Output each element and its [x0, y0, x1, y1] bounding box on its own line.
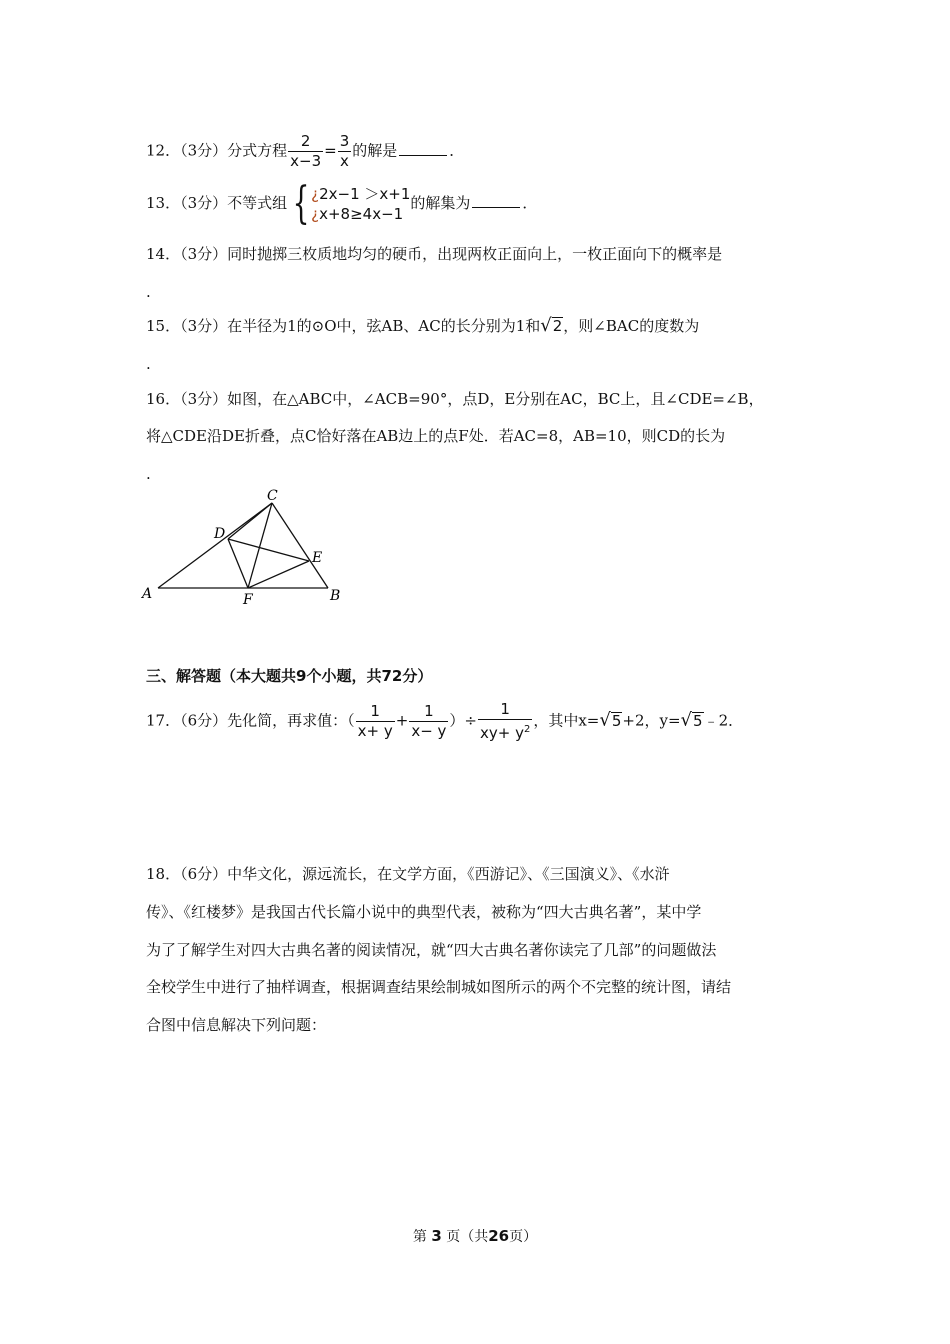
q12-suffix: 的解是 [352, 141, 398, 160]
q13-row-1: 2x−1 ＞x+1 [319, 185, 411, 203]
q13-answer-blank [472, 193, 520, 208]
edge-df [228, 539, 248, 588]
footer-post: 页） [509, 1229, 538, 1245]
q12-num-left: 2 [288, 132, 323, 152]
footer-total-pages: 26 [488, 1227, 510, 1245]
edge-ac [158, 503, 272, 588]
q12-end: ． [449, 141, 465, 160]
q17-after-2: ﹣2． [703, 711, 744, 730]
question-16-line-1: 16．（3分）如图，在△ABC中，∠ACB=90°，点D，E分别在AC，BC上，且∠CDE=∠B， [146, 390, 764, 408]
sqrt-sign: √ [540, 315, 552, 336]
footer-mid: 页（共 [446, 1229, 489, 1245]
q17-radicand-2: 5 [693, 711, 703, 730]
q16-dot: . [146, 465, 151, 483]
edge-fe [248, 561, 309, 588]
footer-page-number: 3 [431, 1227, 442, 1245]
q13-prefix: 13．（3分）不等式组 [146, 194, 288, 212]
edge-bc [272, 503, 328, 588]
question-18-line-1: 18．（6分）中华文化，源远流长，在文学方面，《西游记》、《三国演义》、《水浒 [146, 865, 670, 883]
edge-de [228, 539, 309, 561]
label-c: C [267, 488, 278, 504]
q12-num-right: 3 [339, 132, 350, 150]
label-d: D [214, 526, 226, 542]
question-16-line-2: 将△CDE沿DE折叠，点C恰好落在AB边上的点F处．若AC=8，AB=10，则CD的长为 [146, 427, 726, 445]
edge-dc [228, 503, 272, 539]
q13-end: ． [522, 194, 538, 212]
q13-inv-mark-2: ¿ [311, 205, 320, 223]
sqrt-sign: √ [680, 709, 693, 731]
label-e: E [312, 550, 323, 566]
question-12 [146, 132, 464, 171]
q17-den-2: x− y [411, 722, 447, 740]
label-a: A [142, 586, 153, 602]
page-footer [0, 1226, 950, 1246]
q15-dot: . [146, 355, 151, 373]
q13-inv-mark-1: ¿ [311, 185, 320, 203]
q13-row-2: x+8≥4x−1 [319, 205, 404, 223]
question-18-line-2: 传》、《红楼梦》是我国古代长篇小说中的典型代表，被称为“四大古典名著”，某中学 [146, 903, 702, 921]
q17-after-1: +2，y= [622, 711, 681, 730]
q17-num-1: 1 [356, 702, 395, 722]
q17-fraction-2 [409, 702, 448, 741]
q12-answer-blank [399, 141, 447, 156]
q17-plus: + [395, 711, 409, 730]
q13-brace: { [292, 178, 310, 229]
q15-radicand: 2 [552, 317, 563, 335]
sqrt-sign: √ [599, 709, 611, 731]
question-17 [146, 700, 743, 743]
question-14 [146, 244, 722, 264]
q12-prefix: 12．（3分）分式方程 [146, 141, 288, 160]
q17-prefix: 17．（6分）先化简，再求值：（ [146, 711, 355, 730]
q17-den-3-exponent: 2 [523, 724, 531, 735]
q12-fraction-right [338, 132, 352, 171]
label-b: B [330, 588, 341, 604]
q17-den-3-base: xy+ y [479, 724, 524, 742]
q14-dot: . [146, 283, 151, 301]
footer-pre: 第 [412, 1229, 427, 1245]
q12-fraction-left [288, 132, 323, 171]
q13-suffix: 的解集为 [410, 194, 471, 212]
q14-text: 14．（3分）同时抛掷三枚质地均匀的硬币，出现两枚正面向上，一枚正面向下的概率是 [146, 245, 723, 263]
label-f: F [243, 592, 253, 608]
question-18-line-3: 为了了解学生对四大古典名著的阅读情况，就“四大古典名著你读完了几部”的问题做法 [146, 941, 717, 959]
q15-prefix: 15．（3分）在半径为1的⊙O中，弦AB、AC的长分别为1和 [146, 317, 541, 335]
question-18-line-5: 合图中信息解决下列问题： [146, 1016, 327, 1034]
question-18-line-4: 全校学生中进行了抽样调查，根据调查结果绘制城如图所示的两个不完整的统计图，请结 [146, 978, 732, 996]
q17-condition: ，其中x= [533, 711, 600, 730]
q12-den-left: x−3 [290, 152, 322, 170]
q17-fraction-3 [478, 700, 532, 743]
q12-den-right: x [340, 152, 349, 170]
question-15 [146, 316, 699, 336]
q17-den-1: x+ y [357, 722, 393, 740]
section-3-heading: 三、解答题（本大题共9个小题，共72分） [146, 667, 433, 685]
q17-den-3 [478, 720, 532, 743]
q15-suffix: ，则∠BAC的度数为 [563, 317, 700, 335]
q13-system [311, 184, 410, 224]
triangle-figure [140, 488, 360, 608]
q17-fraction-1 [356, 702, 395, 741]
q17-close-divide: ）÷ [449, 711, 477, 730]
q17-radicand-1: 5 [611, 711, 622, 730]
question-13 [146, 178, 538, 229]
q17-num-2: 1 [409, 702, 448, 722]
q12-equals: = [324, 141, 337, 160]
q17-num-3: 1 [478, 700, 532, 720]
